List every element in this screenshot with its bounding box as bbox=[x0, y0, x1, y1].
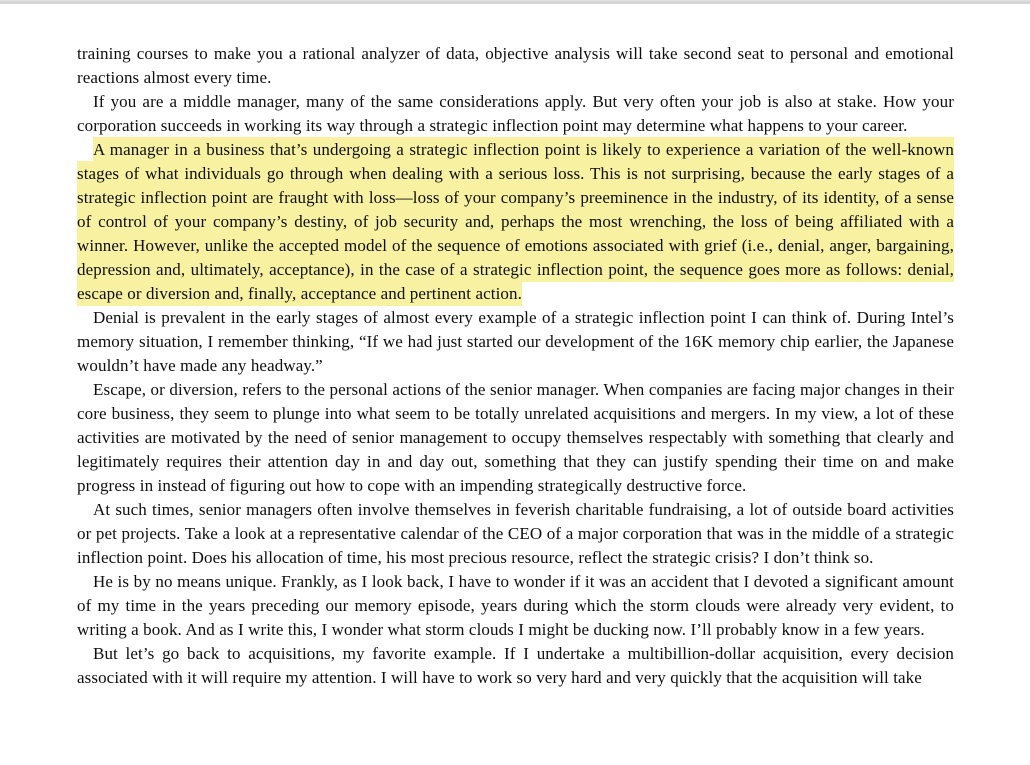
window-chrome-edge bbox=[0, 0, 1030, 4]
paragraph: At such times, senior managers often involve themselves in feverish charitable fundraising, a lot of outside board activities or pet projects. Take a look at a representative calendar of the CEO of a major corporation that was in the middle of a strategic inflection point. Does his allocation of time, his most precious resource, reflect the strategic crisis? I don’t think so. bbox=[77, 500, 954, 567]
paragraph-continuation: training courses to make you a rational analyzer of data, objective analysis will take second seat to personal and emotional reactions almost every time. bbox=[77, 44, 954, 87]
paragraph: He is by no means unique. Frankly, as I look back, I have to wonder if it was an accident that I devoted a significant amount of my time in the years preceding our memory episode, years during which the storm clouds were already very evident, to writing a book. And as I write this, I wonder what storm clouds I might be ducking now. I’ll probably know in a few years. bbox=[77, 572, 954, 639]
paragraph: Escape, or diversion, refers to the personal actions of the senior manager. When companies are facing major changes in their core business, they seem to plunge into what seem to be totally unrelated acquisitions and mergers. In my view, a lot of these activities are motivated by the need of senior management to occupy themselves respectably with something that clearly and legitimately requires their attention day in and day out, something that they can justify spending their time on and make progress in instead of figuring out how to cope with an impending strategically destructive force. bbox=[77, 380, 954, 495]
book-page bbox=[77, 42, 954, 690]
paragraph: If you are a middle manager, many of the same considerations apply. But very often your job is also at stake. How your corporation succeeds in working its way through a strategic inflection point may determine what happens to your career. bbox=[77, 92, 954, 135]
paragraph: But let’s go back to acquisitions, my favorite example. If I undertake a multibillion-dollar acquisition, every decision associated with it will require my attention. I will have to work so very hard and very quickly that the acquisition will take bbox=[77, 644, 954, 687]
paragraph: Denial is prevalent in the early stages of almost every example of a strategic inflection point I can think of. During Intel’s memory situation, I remember thinking, “If we had just started our development of the 16K memory chip earlier, the Japanese wouldn’t have made any headway.” bbox=[77, 308, 954, 375]
highlight: A manager in a business that’s undergoing a strategic inflection point is likely to experience a variation of the well-known stages of what individuals go through when dealing with a serious loss. This is not surprising, because the early stages of a strategic inflection point are fraught with loss—loss of your company’s preeminence in the industry, of its identity, of a sense of control of your company’s destiny, of job security and, perhaps the most wrenching, the loss of being affiliated with a winner. However, unlike the accepted model of the sequence of emotions associated with grief (i.e., denial, anger, bargaining, depression and, ultimately, acceptance), in the case of a strategic inflection point, the sequence goes more as follows: denial, escape or diversion and, finally, acceptance and pertinent action. bbox=[77, 137, 954, 306]
highlighted-paragraph bbox=[77, 138, 954, 306]
